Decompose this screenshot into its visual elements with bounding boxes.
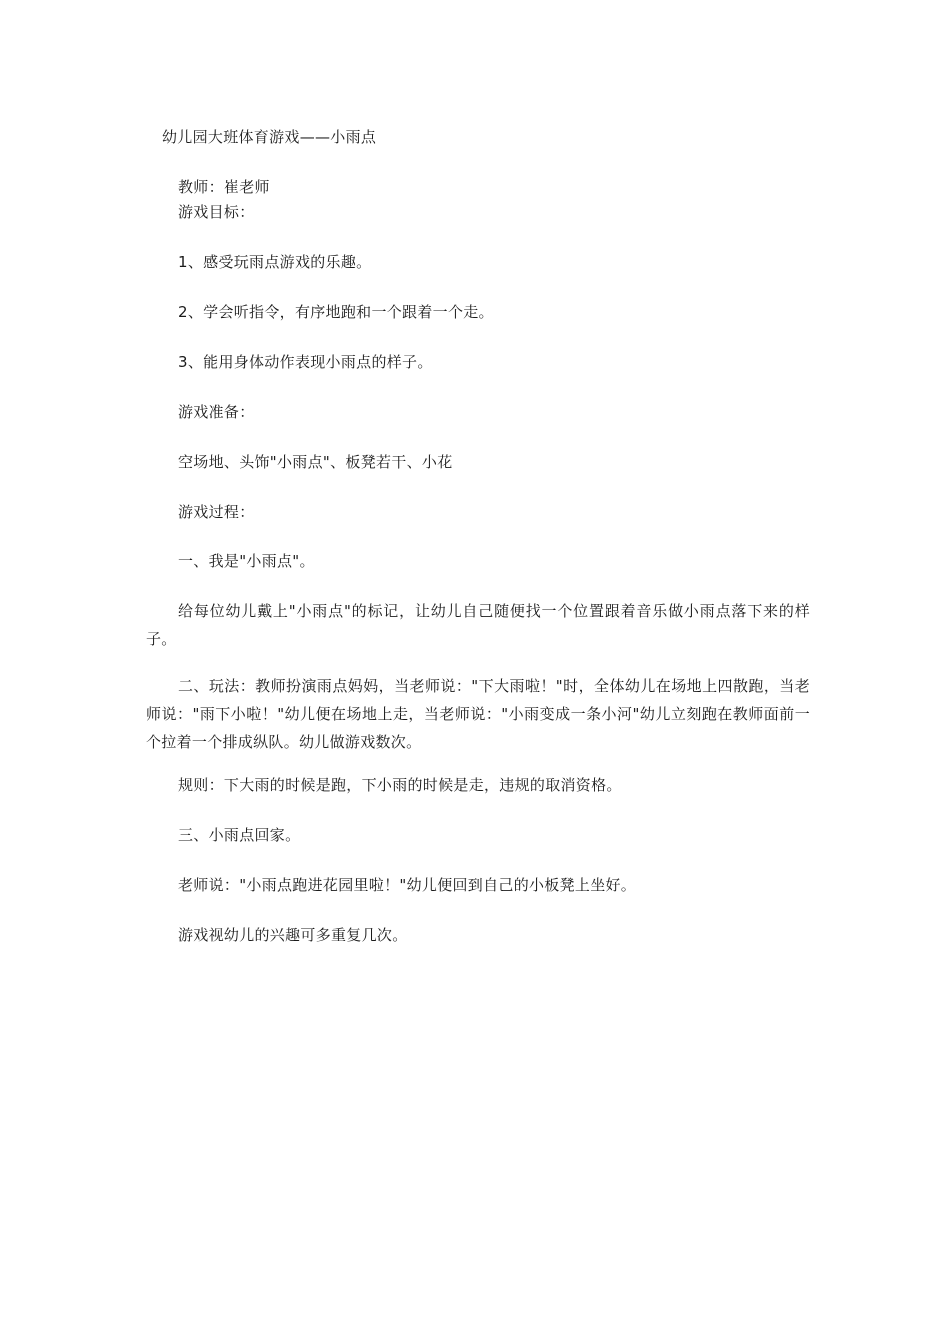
process-heading: 游戏过程： (178, 503, 255, 521)
step1-heading: 一、我是"小雨点"。 (178, 552, 315, 570)
closing-line: 游戏视幼儿的兴趣可多重复几次。 (178, 926, 408, 944)
step3-text: 老师说："小雨点跑进花园里啦！"幼儿便回到自己的小板凳上坐好。 (178, 876, 637, 894)
rules-line: 规则：下大雨的时候是跑，下小雨的时候是走，违规的取消资格。 (178, 776, 622, 794)
step2-paragraph: 二、玩法：教师扮演雨点妈妈，当老师说："下大雨啦！"时，全体幼儿在场地上四散跑，当老师说："雨下小啦！"幼儿便在场地上走，当老师说："小雨变成一条小河"幼儿立刻跑在教师面前一个拉着一个排成纵队。幼儿做游戏数次。 (146, 677, 810, 751)
goal-item-3: 3、能用身体动作表现小雨点的样子。 (178, 353, 433, 371)
prep-items: 空场地、头饰"小雨点"、板凳若干、小花 (178, 453, 453, 471)
step1-paragraph: 给每位幼儿戴上"小雨点"的标记，让幼儿自己随便找一个位置跟着音乐做小雨点落下来的样子。 (146, 602, 810, 648)
goal-item-2: 2、学会听指令，有序地跑和一个跟着一个走。 (178, 303, 494, 321)
step3-heading: 三、小雨点回家。 (178, 826, 301, 844)
document-title: 幼儿园大班体育游戏——小雨点 (162, 128, 377, 146)
prep-heading: 游戏准备： (178, 403, 255, 421)
teacher-line: 教师：崔老师 (178, 178, 270, 196)
goals-heading: 游戏目标： (178, 203, 255, 221)
goal-item-1: 1、感受玩雨点游戏的乐趣。 (178, 253, 372, 271)
